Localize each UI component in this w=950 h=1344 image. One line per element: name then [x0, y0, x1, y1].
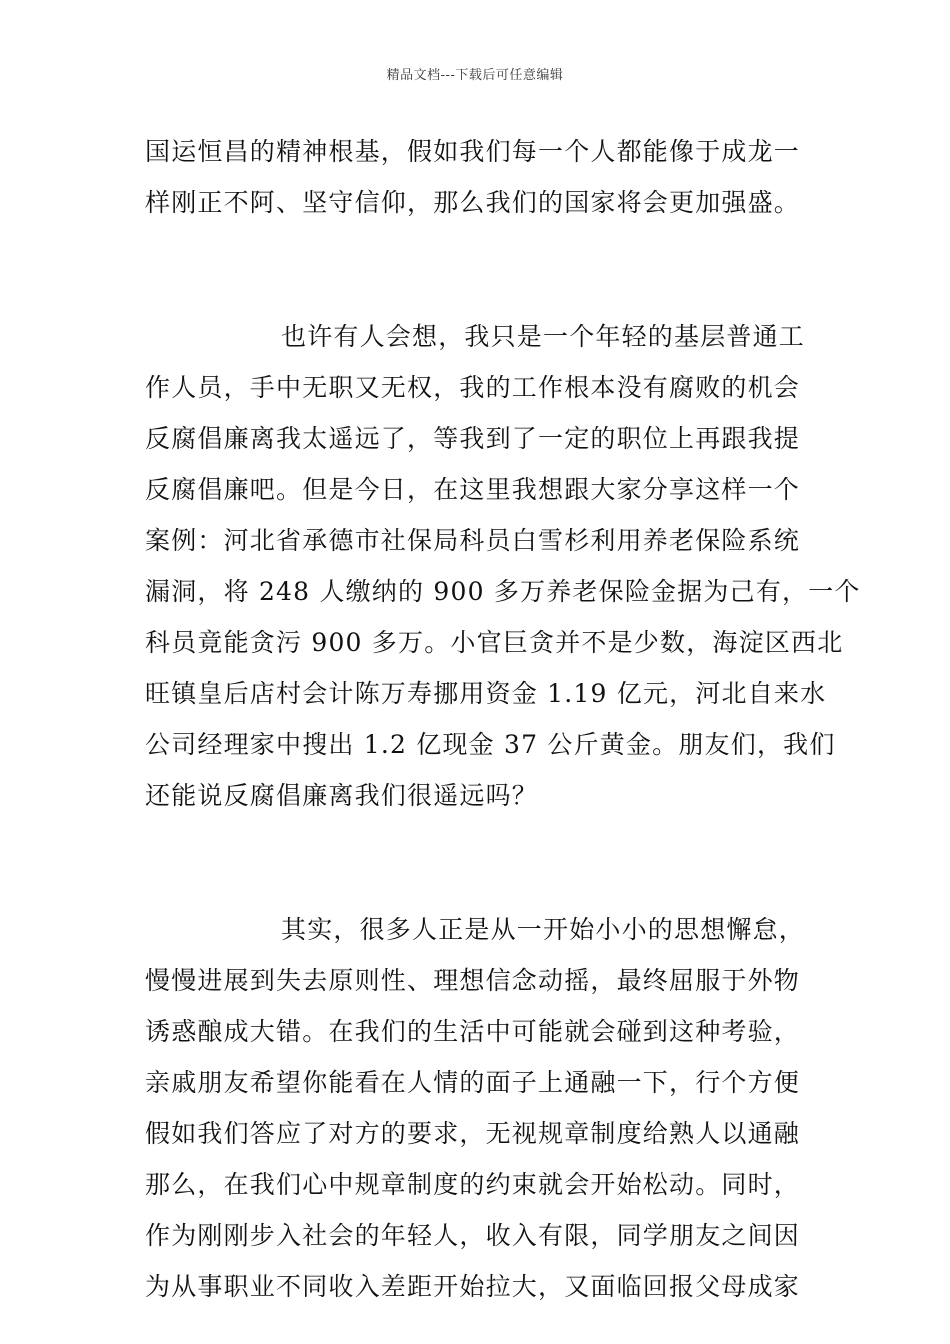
paragraph-line: 作人员，手中无职又无权，我的工作根本没有腐败的机会 — [145, 373, 801, 402]
paragraph-line: 漏洞，将 248 人缴纳的 900 多万养老保险金据为己有，一个 — [145, 577, 861, 606]
paragraph-line: 也许有人会想，我只是一个年轻的基层普通工 — [281, 322, 806, 351]
paragraph-line: 案例：河北省承德市社保局科员白雪杉利用养老保险系统 — [145, 526, 801, 555]
paragraph-line: 那么，在我们心中规章制度的约束就会开始松动。同时， — [145, 1170, 801, 1199]
paragraph-line: 样刚正不阿、坚守信仰，那么我们的国家将会更加强盛。 — [145, 188, 801, 217]
paragraph-line: 反腐倡廉离我太遥远了，等我到了一定的职位上再跟我提 — [145, 424, 801, 453]
paragraph-2 — [145, 311, 861, 821]
paragraph-line: 还能说反腐倡廉离我们很遥远吗？ — [145, 781, 539, 810]
paragraph-gap — [145, 228, 810, 311]
paragraph-line: 作为刚刚步入社会的年轻人，收入有限，同学朋友之间因 — [145, 1221, 801, 1250]
paragraph-line: 亲戚朋友希望你能看在人情的面子上通融一下，行个方便 — [145, 1068, 801, 1097]
paragraph-gap — [145, 821, 810, 904]
paragraph-line: 为从事职业不同收入差距开始拉大，又面临回报父母成家 — [145, 1272, 801, 1301]
paragraph-line: 反腐倡廉吧。但是今日，在这里我想跟大家分享这样一个 — [145, 475, 801, 504]
paragraph-line: 假如我们答应了对方的要求，无视规章制度给熟人以通融 — [145, 1119, 801, 1148]
paragraph-line: 其实，很多人正是从一开始小小的思想懈怠， — [281, 915, 806, 944]
paragraph-line: 国运恒昌的精神根基，假如我们每一个人都能像于成龙一 — [145, 137, 801, 166]
paragraph-3 — [145, 904, 810, 1312]
paragraph-line: 诱惑酿成大错。在我们的生活中可能就会碰到这种考验， — [145, 1017, 801, 1046]
paragraph-line: 公司经理家中搜出 1.2 亿现金 37 公斤黄金。朋友们，我们 — [145, 730, 836, 759]
page-header: 精品文档---下载后可任意编辑 — [386, 68, 564, 83]
paragraph-line: 旺镇皇后店村会计陈万寿挪用资金 1.19 亿元，河北自来水 — [145, 679, 827, 708]
paragraph-1 — [145, 126, 810, 228]
paragraph-line: 科员竟能贪污 900 多万。小官巨贪并不是少数，海淀区西北 — [145, 628, 844, 657]
paragraph-line: 慢慢进展到失去原则性、理想信念动摇，最终屈服于外物 — [145, 966, 801, 995]
document-body — [145, 126, 861, 1312]
